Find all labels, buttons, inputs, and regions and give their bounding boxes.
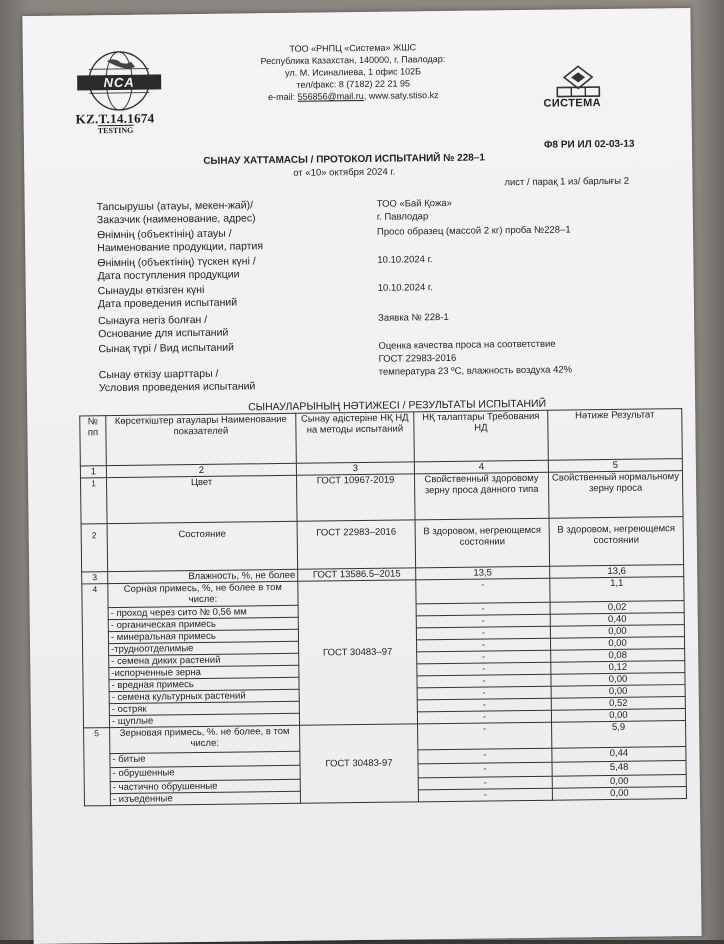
sub-nd: - bbox=[418, 748, 552, 764]
row-name: Влажность, %, не более bbox=[108, 569, 298, 583]
sub-name: - минеральная примесь bbox=[108, 629, 298, 643]
row-method: ГОСТ 10967-2019 bbox=[296, 474, 415, 521]
results-table bbox=[79, 408, 687, 806]
sub-name: - частично обрушенные bbox=[110, 779, 300, 793]
info-value: Просо образец (массой 2 кг) проба №228–1 bbox=[377, 222, 657, 238]
sub-nd: - bbox=[417, 650, 551, 664]
email-suffix: , www.saty.stiso.kz bbox=[364, 90, 439, 101]
table-row bbox=[81, 471, 684, 524]
sub-result: 0,00 bbox=[551, 673, 685, 687]
row-name: Сорная примесь, %, не более в том числе: bbox=[108, 581, 298, 607]
sub-name: - остряк bbox=[109, 701, 299, 715]
sub-nd: - bbox=[417, 674, 551, 688]
row-num: 4 bbox=[82, 584, 110, 728]
sub-name: - обрушенные bbox=[110, 765, 300, 781]
sub-name: - битые bbox=[110, 751, 300, 767]
sub-name: - вредная примесь bbox=[109, 677, 299, 691]
sub-name: - семена культурных растений bbox=[109, 689, 299, 703]
sub-nd: - bbox=[416, 626, 550, 640]
sub-nd: - bbox=[418, 762, 552, 778]
sub-result: 0,00 bbox=[552, 787, 686, 801]
row-num: 3 bbox=[82, 572, 108, 584]
row-method: ГОСТ 22983–2016 bbox=[297, 520, 416, 569]
row-method: ГОСТ 30483–97 bbox=[298, 580, 418, 725]
row-method: ГОСТ 30483-97 bbox=[300, 724, 419, 803]
sub-result: 0,00 bbox=[550, 625, 684, 639]
sub-nd: - bbox=[418, 788, 552, 802]
row-name: Состояние bbox=[107, 521, 298, 571]
sub-name: - изъеденные bbox=[110, 791, 300, 805]
sub-result: 0,00 bbox=[551, 685, 685, 699]
row-nd: - bbox=[418, 722, 552, 750]
info-label: Сынақ түрі / Вид испытаний bbox=[98, 340, 378, 356]
organization-header bbox=[223, 40, 484, 103]
row-nd: В здоровом, негреющемся состоянии bbox=[415, 518, 550, 568]
sub-nd: - bbox=[416, 614, 550, 628]
info-value: Оценка качества проса на соответствие ГОСТ 22983-2016 bbox=[378, 336, 658, 365]
email-link[interactable]: 556856@mail.ru bbox=[298, 91, 364, 102]
header-method: Сынау әдістеріне НҚ НД на методы испытаний bbox=[296, 412, 415, 463]
sub-result: 0,08 bbox=[551, 649, 685, 663]
sub-result: 0,00 bbox=[550, 637, 684, 651]
sub-result: 0,44 bbox=[552, 747, 686, 763]
sub-nd: - bbox=[417, 686, 551, 700]
header-nd: НҚ талаптары Требования НД bbox=[414, 410, 549, 462]
sub-result: 0,02 bbox=[550, 601, 684, 615]
row-nd: Свойственный здоровому зерну проса данного типа bbox=[414, 472, 549, 520]
sub-result: 0,12 bbox=[551, 661, 685, 675]
sub-nd: - bbox=[416, 602, 550, 616]
org-email-line bbox=[223, 88, 483, 103]
sub-name: - семена диких растений bbox=[109, 653, 299, 667]
header-num: № пп bbox=[80, 416, 107, 466]
col-number: 1 bbox=[80, 466, 106, 478]
table-row bbox=[81, 517, 684, 572]
row-result: 1,1 bbox=[550, 577, 684, 603]
col-number: 4 bbox=[414, 460, 548, 474]
row-result: Свойственный нормальному зерну проса bbox=[548, 471, 683, 519]
sub-name: - органическая примесь bbox=[108, 617, 298, 631]
sistema-logo bbox=[543, 65, 624, 110]
info-label: Сынауға негіз болған / Основание для испытаний bbox=[98, 312, 378, 341]
info-row-customer bbox=[97, 194, 657, 201]
info-label: Сынау өткізу шарттары / Условия проведения испытаний bbox=[99, 366, 379, 395]
info-label: Сынауды өткізген күні Дата проведения испытаний bbox=[98, 282, 378, 311]
sub-name: -испорченные зерна bbox=[109, 665, 299, 679]
org-name: ТОО «РНПЦ «Система» ЖШС bbox=[223, 40, 483, 55]
col-number: 3 bbox=[296, 462, 414, 475]
info-value: температура 23 ºС, влажность воздуха 42% bbox=[379, 362, 659, 378]
row-result: 5,9 bbox=[552, 721, 686, 749]
sistema-logo-icon bbox=[551, 65, 605, 98]
sub-nd: - bbox=[418, 776, 552, 790]
org-address-2: ул. М. Исиналиева, 1 офис 102Б bbox=[223, 64, 483, 79]
info-label: Тапсырушы (атауы, мекен-жай)/ Заказчик (наименование, адрес) bbox=[97, 198, 377, 227]
nca-logo-text: NCA bbox=[77, 74, 161, 90]
row-num: 2 bbox=[81, 524, 108, 572]
col-number: 2 bbox=[106, 463, 296, 477]
header-indicator: Көрсеткіштер атаулары Наименование показателей bbox=[106, 413, 297, 465]
row-nd: 13,5 bbox=[416, 566, 550, 580]
results-title: СЫНАУЛАРЫНЫҢ НӘТИЖЕСІ / РЕЗУЛЬТАТЫ ИСПЫТАНИЙ bbox=[167, 397, 627, 415]
sheet-number: лист / парақ 1 из/ барлығы 2 bbox=[504, 176, 629, 189]
info-value: 10.10.2024 г. bbox=[378, 278, 658, 294]
sistema-name: СИСТЕМА bbox=[543, 97, 623, 110]
sub-nd: - bbox=[417, 710, 551, 724]
info-label: Өнімнің (объектінің) атауы / Наименование продукции, партия bbox=[97, 226, 377, 255]
sub-result: 0,00 bbox=[552, 775, 686, 789]
row-method: ГОСТ 13586.5–2015 bbox=[298, 568, 416, 581]
info-value: ТОО «Бай Қожа» г. Павлодар bbox=[377, 194, 657, 223]
info-value: 10.10.2024 г. bbox=[377, 250, 657, 266]
row-result: В здоровом, негреющемся состоянии bbox=[549, 517, 684, 567]
testing-label: TESTING bbox=[98, 125, 134, 135]
document-date: от «10» октября 2024 г. bbox=[84, 164, 604, 181]
sub-nd: - bbox=[417, 662, 551, 676]
org-phone: тел/факс: 8 (7182) 22 21 95 bbox=[223, 76, 483, 91]
sub-nd: - bbox=[417, 638, 551, 652]
sub-nd: - bbox=[417, 698, 551, 712]
row-name: Зерновая примесь, %. не более, в том числе: bbox=[110, 725, 300, 753]
document-sheet bbox=[22, 8, 701, 944]
row-nd: - bbox=[416, 578, 550, 604]
document-title: СЫНАУ ХАТТАМАСЫ / ПРОТОКОЛ ИСПЫТАНИЙ № 228–1 bbox=[84, 151, 604, 168]
sub-result: 0,40 bbox=[550, 613, 684, 627]
accreditation-code: KZ.T.14.1674 bbox=[76, 111, 155, 128]
header-result: Нәтиже Результат bbox=[548, 409, 683, 461]
org-address-1: Республика Казахстан, 140000, г. Павлодар: bbox=[223, 52, 483, 67]
info-value: Заявка № 228-1 bbox=[378, 308, 658, 324]
sub-result: 0,00 bbox=[551, 709, 685, 723]
sub-name: - проход через сито № 0,56 мм bbox=[108, 605, 298, 619]
sub-result: 0,52 bbox=[551, 697, 685, 711]
row-num: 5 bbox=[84, 728, 111, 806]
sub-name: - щуплые bbox=[109, 713, 299, 727]
row-num: 1 bbox=[81, 478, 108, 524]
email-prefix: e-mail: bbox=[268, 92, 298, 102]
row-name: Цвет bbox=[107, 475, 298, 523]
row-result: 13,6 bbox=[550, 565, 684, 579]
form-code: Ф8 РИ ИЛ 02-03-13 bbox=[544, 139, 635, 151]
table-header-row bbox=[80, 409, 683, 466]
sub-name: -трудноотделимые bbox=[109, 641, 299, 655]
col-number: 5 bbox=[548, 459, 682, 473]
info-label: Өнімнің (объектінің) түскен күні / Дата поступления продукции bbox=[97, 254, 377, 283]
sub-result: 5,48 bbox=[552, 761, 686, 777]
